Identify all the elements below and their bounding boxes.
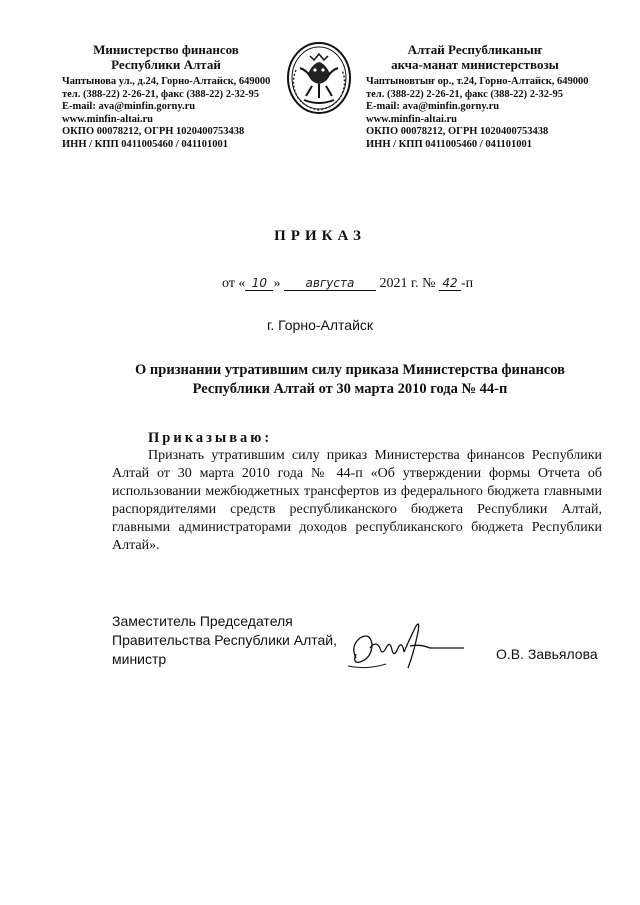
handwritten-order-number: 42: [439, 276, 461, 291]
ministry-name-altai-line2: акча-манат министерствозы: [391, 57, 559, 72]
year-number-label: 2021 г. №: [379, 276, 436, 291]
inn-kpp-altai: ИНН / КПП 0411005460 / 041101001: [366, 138, 533, 150]
coat-of-arms-emblem: [286, 40, 352, 116]
signer-name: О.В. Завьялова: [496, 646, 598, 662]
order-date-number-line: [222, 276, 473, 292]
ministry-name-russian: [62, 42, 270, 72]
signatory-position: [112, 612, 337, 669]
website: www.minfin-altai.ru: [62, 113, 154, 125]
phone-altai: тел. (388-22) 2-26-21, факс (388-22) 2-32-95: [366, 88, 564, 100]
ministry-name-altai: [366, 42, 584, 72]
header-left-ministry-block: [62, 42, 302, 152]
handwritten-day: 10: [245, 276, 273, 291]
position-line2: Правительства Республики Алтай,: [112, 632, 338, 648]
handwritten-signature: [346, 618, 476, 676]
ministry-contacts-russian: [62, 76, 302, 152]
number-suffix: -п: [460, 276, 474, 291]
order-body-paragraph: Признать утратившим силу приказ Министерства финансов Республики Алтай от 30 марта 2010 года № 44-п «Об утверждении формы Отчета об использовании межбюджетных трансфертов из федерального бюджета главными распорядителями средств республиканского бюджета Республики Алтай, главными администраторами доходов республиканского бюджета Республики Алтай».: [112, 448, 602, 553]
city-line: г. Горно-Алтайск: [266, 317, 374, 333]
date-mid: »: [273, 276, 281, 291]
inn-kpp: ИНН / КПП 0411005460 / 041101001: [62, 138, 229, 150]
email: E-mail: ava@minfin.gorny.ru: [62, 101, 196, 113]
address-altai: Чаптыновтыҥ ор., т.24, Горно-Алтайск, 649000: [366, 76, 589, 87]
ministry-name-altai-line1: Алтай Республиканыҥ: [407, 42, 543, 57]
document-title: ПРИКАЗ: [274, 228, 366, 244]
order-subject-line2: Республики Алтай от 30 марта 2010 года № 44-п: [192, 381, 508, 397]
orders-heading: Приказываю:: [148, 430, 273, 446]
address: Чаптынова ул., д.24, Горно-Алтайск, 649000: [62, 76, 271, 87]
header-right-ministry-block: [366, 42, 616, 152]
phone: тел. (388-22) 2-26-21, факс (388-22) 2-32-95: [62, 88, 260, 100]
okpo-ogrn: ОКПО 00078212, ОГРН 1020400753438: [62, 126, 245, 138]
ministry-name-line2: Республики Алтай: [111, 57, 221, 72]
date-prefix: от «: [222, 276, 246, 291]
website-altai: www.minfin-altai.ru: [366, 113, 458, 125]
order-body: [112, 447, 602, 555]
order-subject: [100, 361, 600, 399]
okpo-ogrn-altai: ОКПО 00078212, ОГРН 1020400753438: [366, 126, 549, 138]
position-line1: Заместитель Председателя: [112, 613, 293, 629]
ministry-contacts-altai: [366, 76, 616, 152]
email-altai: E-mail: ava@minfin.gorny.ru: [366, 101, 500, 113]
ministry-name-line1: Министерство финансов: [93, 42, 239, 57]
order-subject-line1: О признании утратившим силу приказа Министерства финансов: [135, 362, 565, 378]
handwritten-month: августа: [284, 276, 376, 291]
position-line3: министр: [112, 651, 167, 667]
